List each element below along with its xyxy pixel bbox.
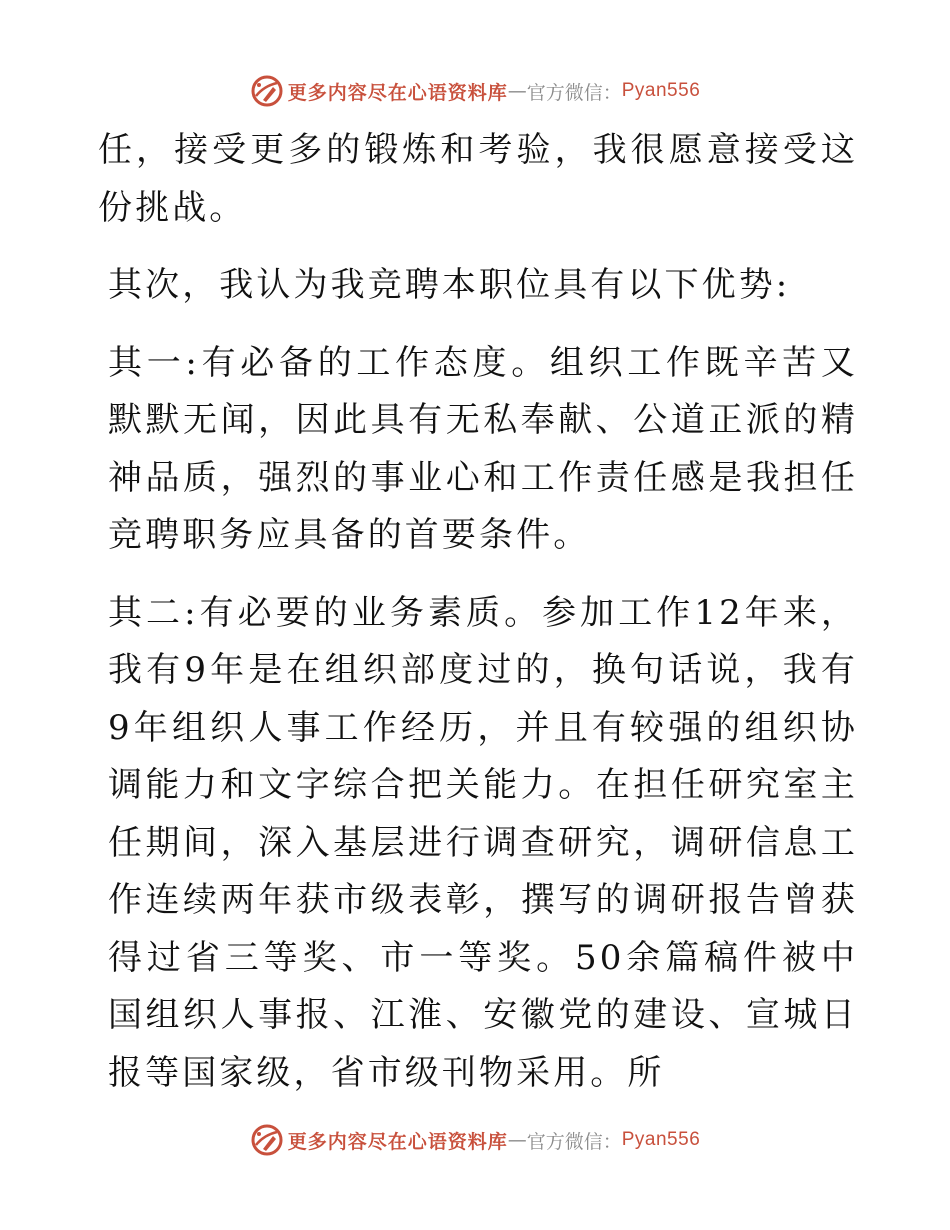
banner-official-label: 官方微信：	[526, 1130, 622, 1153]
banner-official-label: 官方微信：	[526, 81, 622, 104]
paragraph-advantage-one: 其一:有必备的工作态度。组织工作既辛苦又默默无闻，因此具有无私奉献、公道正派的精神品质，强烈的事业心和工作责任感是我担任竞聘职务应具备的首要条件。	[108, 342, 858, 555]
banner-wechat-id: Pyan556	[621, 1129, 701, 1150]
banner-dash: —	[507, 80, 527, 102]
pen-circle-logo-icon	[250, 1123, 284, 1157]
paragraph-advantage-two: 其二:有必要的业务素质。参加工作12年来，我有9年是在组织部度过的，换句话说，我有9年组织人事工作经历，并且有较强的组织协调能力和文字综合把关能力。在担任研究室主任期间，深入基层进行调查研究，调研信息工作连续两年获市级表彰，撰写的调研报告曾获得过省三等奖、市一等奖。50余篇稿件被中国组织人事报、江淮、安徽党的建设、宣城日报等国家级，省市级刊物采用。所	[108, 592, 858, 1093]
document-body	[98, 122, 858, 1102]
banner-dash: —	[507, 1129, 527, 1151]
paragraph-advantages-intro: 其次，我认为我竞聘本职位具有以下优势:	[108, 265, 791, 305]
footer-watermark-banner	[0, 1120, 950, 1160]
header-watermark-banner	[0, 71, 950, 111]
banner-wechat-id: Pyan556	[621, 80, 701, 101]
pen-circle-logo-icon	[250, 74, 284, 108]
paragraph-continuation: 任，接受更多的锻炼和考验，我很愿意接受这份挑战。	[98, 130, 858, 228]
banner-title: 更多内容尽在心语资料库	[287, 1130, 508, 1153]
banner-title: 更多内容尽在心语资料库	[287, 81, 508, 104]
